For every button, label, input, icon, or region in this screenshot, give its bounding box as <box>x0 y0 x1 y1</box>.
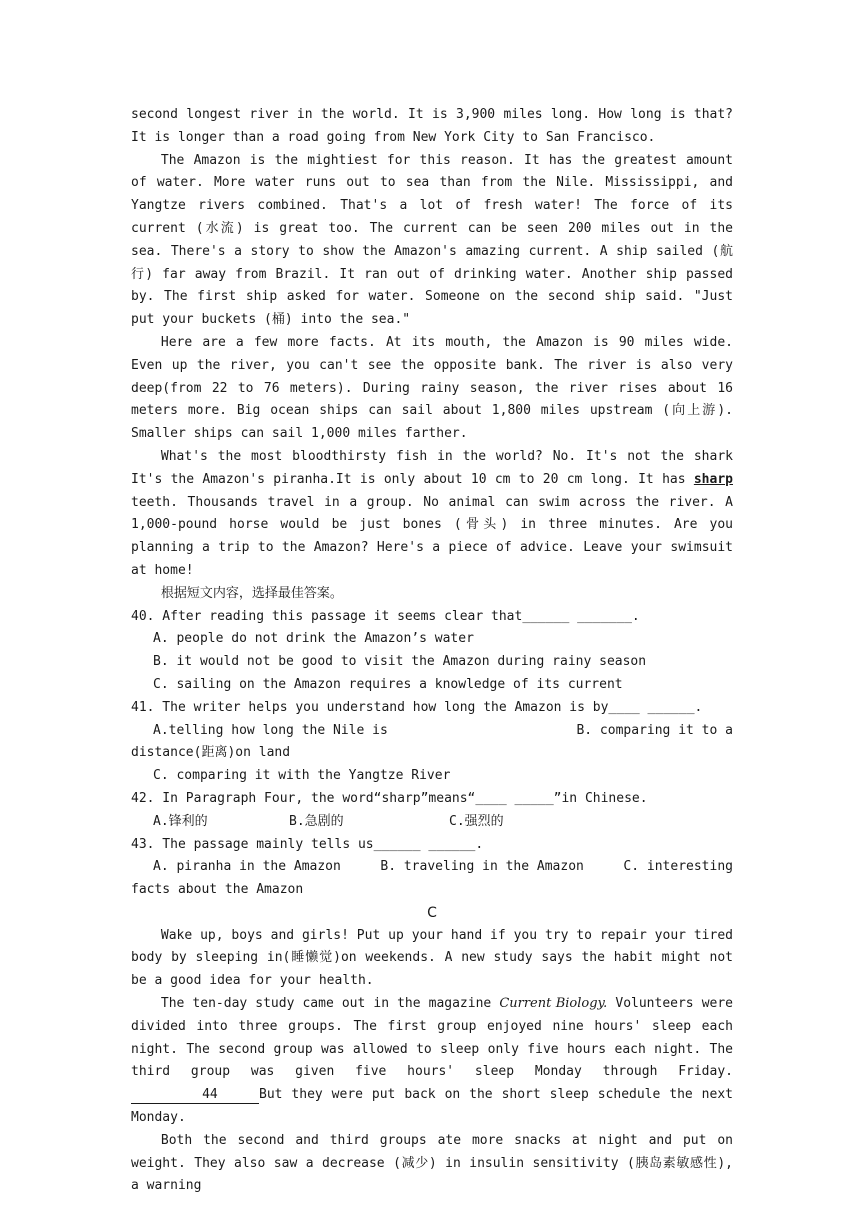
section-heading-c: C <box>427 904 437 921</box>
question-40-option-a: A. people do not drink the Amazon’s water <box>153 631 474 647</box>
question-43-option-c-cont: facts about the Amazon <box>131 882 304 898</box>
question-42-options <box>131 811 733 834</box>
question-43-option-a: A. piranha in the Amazon <box>153 859 341 875</box>
paragraph-c2-part2: Volunteers were divided into three groups. The first group enjoyed nine hours' sleep each night. The second group was allowed to sleep only five hours each night. The third group was given five hours' sleep Monday through Friday. <box>131 996 734 1080</box>
question-42-option-c: C.强烈的 <box>449 813 504 829</box>
blank-44: 44 <box>131 1086 259 1104</box>
instruction: 根据短文内容，选择最佳答案。 <box>160 585 343 601</box>
question-43-option-b: B. traveling in the Amazon <box>380 859 584 875</box>
keyword-sharp: sharp <box>693 471 733 487</box>
question-43-option-c: C. interesting <box>623 859 733 875</box>
question-42-option-b: B.急剧的 <box>289 813 344 829</box>
question-41-option-b-cont: distance(距离)on land <box>131 745 291 761</box>
question-40-option-c: C. sailing on the Amazon requires a knowledge of its current <box>153 676 623 692</box>
question-41-option-b: B. comparing it to a <box>576 722 733 738</box>
question-41-options-ab <box>131 720 733 743</box>
paragraph-c1: Wake up, boys and girls! Put up your hand if you try to repair your tired body by sleeping in(睡懒觉)on weekends. A new study says the habit might not be a good idea for your health. <box>131 927 733 989</box>
paragraph-c3: Both the second and third groups ate more snacks at night and put on weight. They also saw a decrease (减少) in insulin sensitivity (胰岛素敏感性), a warning <box>131 1132 733 1194</box>
paragraph-b1: second longest river in the world. It is 3,900 miles long. How long is that? It is longer than a road going from New York City to San Francisco. <box>131 107 733 145</box>
paragraph-c2-part3: But they were put back on the short sleep schedule the next Monday. <box>131 1087 733 1126</box>
question-41-option-c: C. comparing it with the Yangtze River <box>153 768 451 784</box>
question-43-stem: 43. The passage mainly tells us______ ______. <box>131 836 484 852</box>
question-42-option-a: A.锋利的 <box>153 813 208 829</box>
magazine-title: Current Biology. <box>499 996 608 1012</box>
question-42-stem: 42. In Paragraph Four, the word“sharp”means“____ _____”in Chinese. <box>131 790 648 806</box>
question-40-option-b: B. it would not be good to visit the Amazon during rainy season <box>153 654 647 670</box>
paragraph-b4-part2: teeth. Thousands travel in a group. No animal can swim across the river. A 1,000-pound horse would be just bones (骨头) in three minutes. Are you planning a trip to the Amazon? Here's a piece of advice. Leave your swimsuit at home! <box>131 494 733 578</box>
question-41-stem: 41. The writer helps you understand how long the Amazon is by____ ______. <box>131 699 703 715</box>
paragraph-b4-part1: What's the most bloodthirsty fish in the world? No. It's not the shark It's the Amazon's piranha.It is only about 10 cm to 20 cm long. It has <box>131 448 733 487</box>
question-43-options <box>131 856 733 879</box>
paragraph-c2-part1: The ten-day study came out in the magazine <box>160 996 500 1012</box>
question-41-option-a: A.telling how long the Nile is <box>153 722 388 738</box>
paragraph-b4 <box>131 446 733 583</box>
paragraph-b3: Here are a few more facts. At its mouth, the Amazon is 90 miles wide. Even up the river, you can't see the opposite bank. The river is also very deep(from 22 to 76 meters). During rainy season, the river rises about 16 meters more. Big ocean ships can sail about 1,800 miles upstream (向上游). Smaller ships can sail 1,000 miles farther. <box>131 334 733 442</box>
question-40-stem: 40. After reading this passage it seems clear that______ _______. <box>131 608 640 624</box>
document-page <box>131 104 733 1198</box>
paragraph-c2 <box>131 993 733 1130</box>
paragraph-b2: The Amazon is the mightiest for this reason. It has the greatest amount of water. More water runs out to sea than from the Nile. Mississippi, and Yangtze rivers combined. That's a lot of fresh water! The force of its current (水流) is great too. The current can be seen 200 miles out in the sea. There's a story to show the Amazon's amazing current. A ship sailed (航行) far away from Brazil. It ran out of drinking water. Another ship passed by. The first ship asked for water. Someone on the second ship said. "Just put your buckets (桶) into the sea." <box>131 152 733 328</box>
